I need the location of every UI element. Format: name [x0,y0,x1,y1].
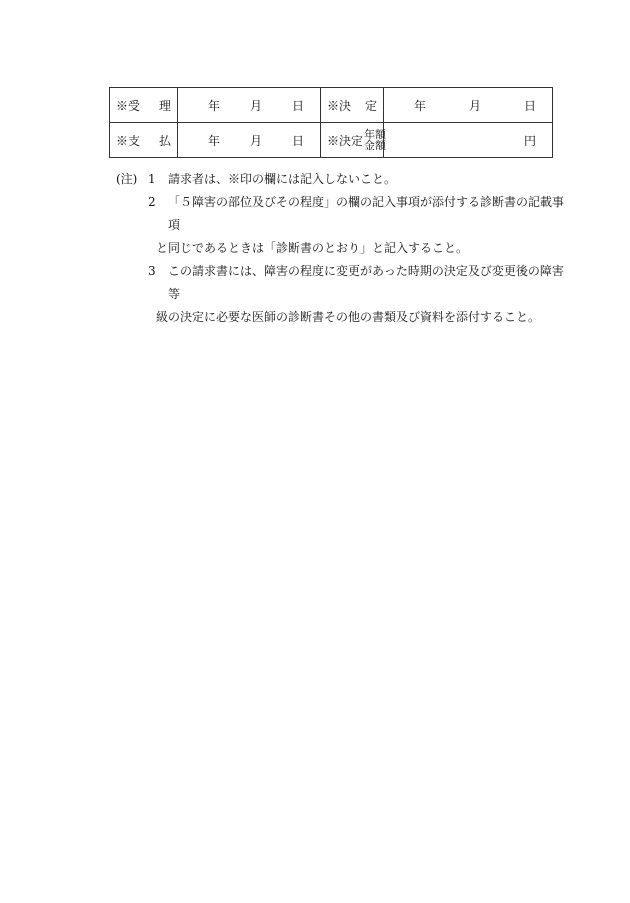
payment-month-label: 月 [249,133,262,148]
note-item-3-continued [116,306,566,329]
decision-label-b: 定 [364,98,377,113]
receipt-date-cell[interactable] [178,88,321,123]
notes-prefix: (注) [116,172,138,186]
receipt-label-cell [110,88,178,123]
decision-year-label: 年 [414,98,427,113]
note-item-1 [116,168,566,191]
notes-section [116,168,566,329]
annual-amount-label-top: 年額 [364,128,387,141]
note-text: と同じであるときは「診断書のとおり」と記入すること。 [156,241,469,255]
payment-year-label: 年 [208,133,221,148]
payment-label-cell [110,123,178,158]
note-number: 2 [148,195,156,209]
decision-date-cell[interactable] [384,88,553,123]
note-text: この請求書には、障害の程度に変更があった時期の決定及び変更後の障害等 [168,264,564,301]
decision-day-label: 日 [523,98,536,113]
note-item-3 [116,260,566,306]
note-text: 請求者は、※印の欄には記入しないこと。 [168,172,397,186]
receipt-month-label: 月 [249,98,262,113]
annual-amount-value-cell[interactable] [384,123,553,158]
payment-label-a: ※支 [116,133,141,148]
annual-amount-label-bottom: 金額 [364,139,387,152]
payment-day-label: 日 [291,133,304,148]
amount-unit-label: 円 [523,133,536,148]
receipt-year-label: 年 [208,98,221,113]
note-text: 「５障害の部位及びその程度」の欄の記入事項が添付する診断書の記載事項 [168,195,565,232]
note-item-2-continued [116,237,566,260]
decision-label-cell [321,88,384,123]
annual-amount-label-cell [321,123,387,158]
payment-date-cell[interactable] [178,123,321,158]
note-number: 3 [148,264,156,278]
table-row-receipt [110,88,553,123]
receipt-label-a: ※受 [116,98,141,113]
decision-label-a: ※決 [327,98,352,113]
decision-month-label: 月 [468,98,481,113]
receipt-day-label: 日 [291,98,304,113]
receipt-label-b: 理 [158,98,171,113]
annual-amount-label-main: ※決定 [327,133,364,148]
office-use-table [109,87,553,158]
note-number: 1 [148,172,156,186]
table-row-payment [110,123,553,158]
payment-label-b: 払 [158,133,171,148]
note-text: 級の決定に必要な医師の診断書その他の書類及び資料を添付すること。 [156,310,541,324]
note-item-2 [116,191,566,237]
